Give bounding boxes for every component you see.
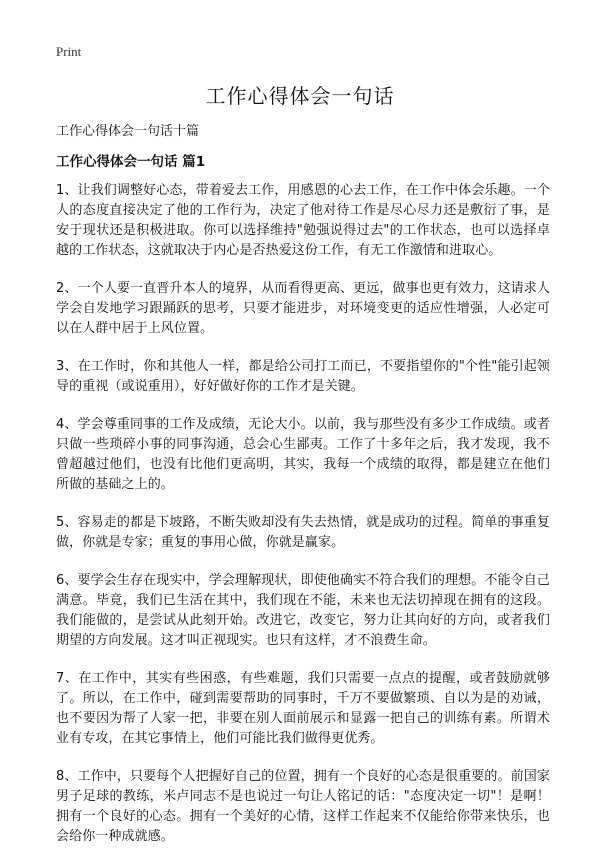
paragraph-3: 3、在工作时，你和其他人一样，都是给公司打工而已，不要指望你的"个性"能引起领导的重视（或说重用），好好做好你的工作才是关键。 <box>56 359 550 394</box>
section-heading: 工作心得体会一句话 篇1 <box>56 154 206 170</box>
paragraph-7: 7、在工作中，其实有些困惑，有些难题，我们只需要一点点的提醒，或者鼓励就够了。所以，在工作中，碰到需要帮助的同事时，千万不要做繁琐、自以为是的劝诫，也不要因为帮了人家一把，非要在别人面前展示和显露一把自己的训练有素。所谓术业有专攻，在其它事情上，他们可能比我们做得更优秀。 <box>56 671 550 746</box>
paragraph-1: 1、让我们调整好心态，带着爱去工作，用感恩的心去工作，在工作中体会乐趣。一个人的态度直接决定了他的工作行为，决定了他对待工作是尽心尽力还是敷衍了事，是安于现状还是积极进取。你可以选择维持"勉强说得过去"的工作状态，也可以选择卓越的工作状态，这就取决于内心是否热爱这份工作，有无工作激情和进取心。 <box>56 183 550 258</box>
paragraph-2: 2、一个人要一直晋升本人的境界，从而看得更高、更远，做事也更有效力，这请求人学会自发地学习跟踊跃的思考，只要才能进步，对环境变更的适应性增强，人必定可以在人群中居于上风位置。 <box>56 281 550 336</box>
document-subtitle: 工作心得体会一句话十篇 <box>56 124 200 139</box>
paragraph-8: 8、工作中，只要每个人把握好自己的位置，拥有一个良好的心态是很重要的。前国家男子足球的教练，米卢同志不是也说过一句让人铭记的话："态度决定一切"！是啊！拥有一个良好的心态。拥有一个美好的心情，这样工作起来不仅能给你带来快乐，也会给你一种成就感。 <box>56 769 550 844</box>
paragraph-4: 4、学会尊重同事的工作及成绩，无论大小。以前，我与那些没有多少工作成绩。或者只做一些琐碎小事的同事沟通，总会心生鄙夷。工作了十多年之后，我才发现，我不曾超越过他们，也没有比他们更高明，其实，我每一个成绩的取得，都是建立在他们所做的基础之上的。 <box>56 417 550 492</box>
article-body <box>56 181 550 865</box>
paragraph-5: 5、容易走的都是下坡路，不断失败却没有失去热情，就是成功的过程。简单的事重复做，你就是专家；重复的事用心做，你就是赢家。 <box>56 515 550 550</box>
print-link[interactable]: Print <box>56 44 82 59</box>
page-title: 工作心得体会一句话 <box>205 84 395 108</box>
paragraph-6: 6、要学会生存在现实中，学会理解现状，即使他确实不符合我们的理想。不能令自己满意。毕竟，我们已生活在其中，我们现在不能，未来也无法切掉现在拥有的这段。我们能做的，是尝试从此刻开始。改进它，改变它，努力让其向好的方向，或者我们期望的方向发展。这才叫正视现实。也只有这样，才不浪费生命。 <box>56 573 550 648</box>
